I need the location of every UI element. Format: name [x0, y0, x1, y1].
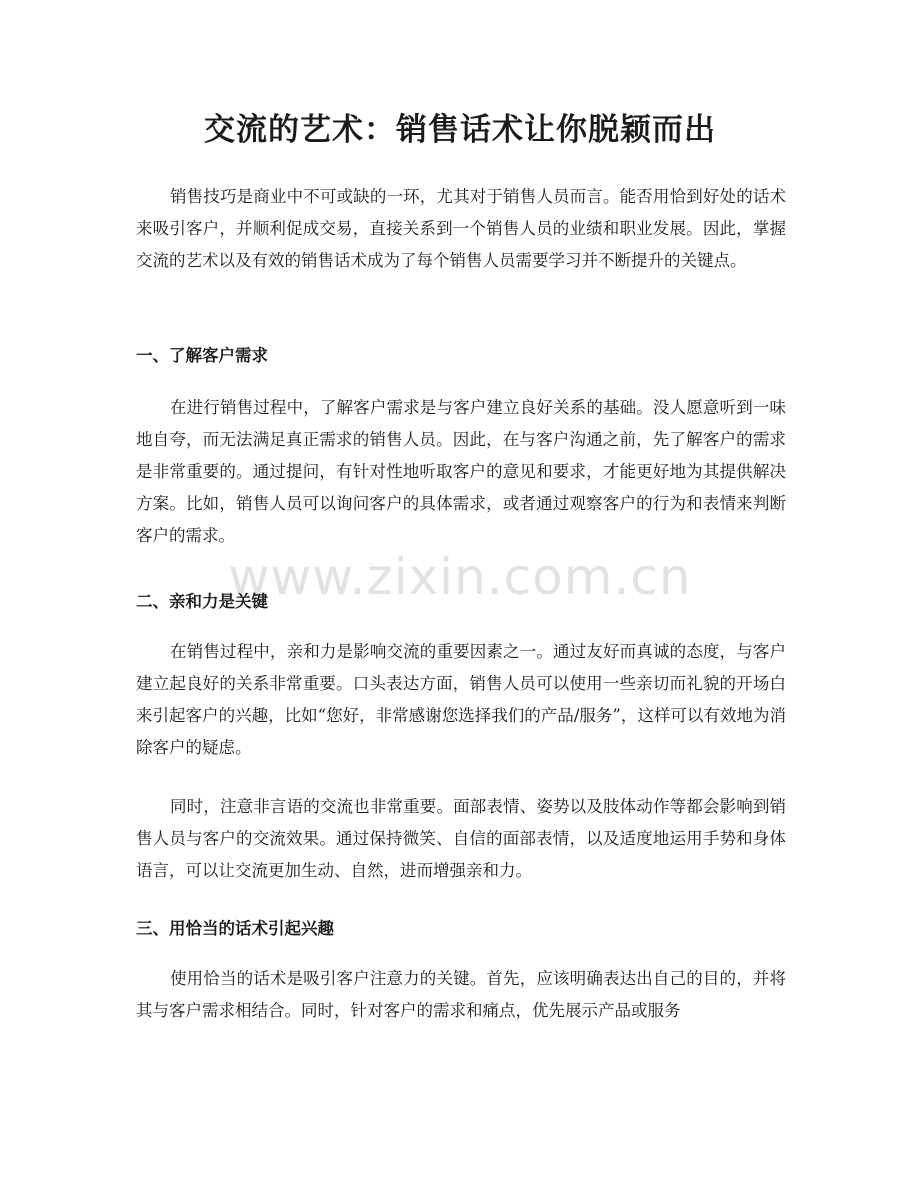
watermark: www.zixin.com.cn	[228, 548, 692, 606]
section-1-paragraph-1: 在进行销售过程中，了解客户需求是与客户建立良好关系的基础。没人愿意听到一味地自夸，而无法满足真正需求的销售人员。因此，在与客户沟通之前，先了解客户的需求是非常重要的。通过提问，有针对性地听取客户的意见和要求，才能更好地为其提供解决方案。比如，销售人员可以询问客户的具体需求，或者通过观察客户的行为和表情来判断客户的需求。	[136, 398, 786, 545]
section-heading-1: 一、了解客户需求	[136, 346, 268, 365]
section-2-paragraph-2: 同时，注意非言语的交流也非常重要。面部表情、姿势以及肢体动作等都会影响到销售人员与客户的交流效果。通过保持微笑、自信的面部表情，以及适度地运用手势和身体语言，可以让交流更加生动、自然，进而增强亲和力。	[136, 797, 786, 880]
document-title: 交流的艺术：销售话术让你脱颖而出	[204, 112, 716, 148]
section-heading-2: 二、亲和力是关键	[136, 592, 268, 611]
section-3-paragraph-1: 使用恰当的话术是吸引客户注意力的关键。首先，应该明确表达出自己的目的，并将其与客户需求相结合。同时，针对客户的需求和痛点，优先展示产品或服务	[136, 969, 786, 1020]
section-2-paragraph-1: 在销售过程中，亲和力是影响交流的重要因素之一。通过友好而真诚的态度，与客户建立起良好的关系非常重要。口头表达方面，销售人员可以使用一些亲切而礼貌的开场白来引起客户的兴趣，比如“您好，非常感谢您选择我们的产品/服务”，这样可以有效地为消除客户的疑虑。	[136, 642, 786, 757]
intro-paragraph: 销售技巧是商业中不可或缺的一环，尤其对于销售人员而言。能否用恰到好处的话术来吸引客户，并顺利促成交易，直接关系到一个销售人员的业绩和职业发展。因此，掌握交流的艺术以及有效的销售话术成为了每个销售人员需要学习并不断提升的关键点。	[136, 187, 786, 270]
section-heading-3: 三、用恰当的话术引起兴趣	[136, 919, 334, 938]
